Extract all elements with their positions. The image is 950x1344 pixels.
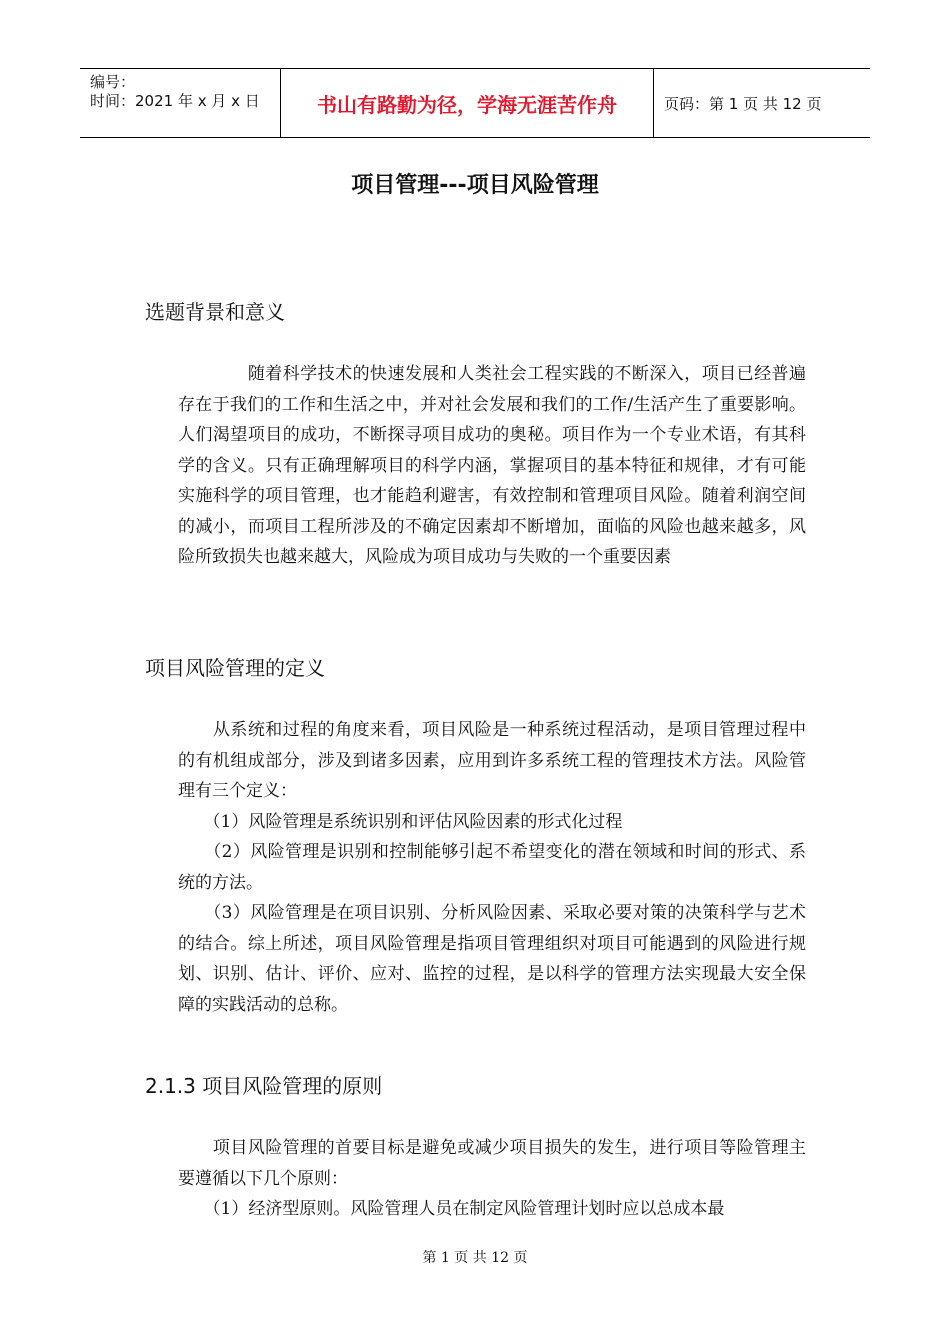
section-paragraph-principles xyxy=(178,1133,806,1225)
header-page-info: 页码：第 1 页 共 12 页 xyxy=(664,94,822,113)
document-time-label: 时间：2021 年 x 月 x 日 xyxy=(90,92,260,110)
section-paragraph-definition xyxy=(178,715,806,1020)
section-paragraph-background xyxy=(178,359,806,573)
paragraph-text: 从系统和过程的角度来看，项目风险是一种系统过程活动，是项目管理过程中的有机组成部分，涉及到诸多因素，应用到许多系统工程的管理技术方法。风险管理有三个定义： xyxy=(178,720,806,801)
section-heading-definition: 项目风险管理的定义 xyxy=(145,656,325,680)
paragraph-text: （2）风险管理是识别和控制能够引起不希望变化的潜在领域和时间的形式、系统的方法。 xyxy=(178,842,806,893)
paragraph-text: （1）经济型原则。风险管理人员在制定风险管理计划时应以总成本最 xyxy=(178,1199,725,1219)
paragraph-text: 随着科学技术的快速发展和人类社会工程实践的不断深入，项目已经普遍存在于我们的工作和生活之中，并对社会发展和我们的工作/生活产生了重要影响。人们渴望项目的成功，不断探寻项目成功的奥秘。项目作为一个专业术语，有其科学的含义。只有正确理解项目的科学内涵，掌握项目的基本特征和规律，才有可能实施科学的项目管理，也才能趋利避害，有效控制和管理项目风险。随着利润空间的减小，而项目工程所涉及的不确定因素却不断增加，面临的风险也越来越多，风险所致损失也越来越大，风险成为项目成功与失败的一个重要因素 xyxy=(178,364,806,567)
document-title: 项目管理---项目风险管理 xyxy=(351,173,599,198)
section-heading-background: 选题背景和意义 xyxy=(145,300,285,324)
section-heading-principles: 2.1.3 项目风险管理的原则 xyxy=(145,1074,383,1098)
paragraph-text: （1）风险管理是系统识别和评估风险因素的形式化过程 xyxy=(178,811,623,832)
header-motto: 书山有路勤为径，学海无涯苦作舟 xyxy=(281,69,654,137)
paragraph-text: 项目风险管理的首要目标是避免或减少项目损失的发生，进行项目等险管理主要遵循以下几个原则： xyxy=(178,1138,806,1189)
page-footer: 第 1 页 共 12 页 xyxy=(422,1250,528,1266)
header-meta xyxy=(80,69,281,137)
paragraph-text: （3）风险管理是在项目识别、分析风险因素、采取必要对策的决策科学与艺术的结合。综上所述，项目风险管理是指项目管理组织对项目可能遇到的风险进行规划、识别、估计、评价、应对、监控的过程，是以科学的管理方法实现最大安全保障的实践活动的总称。 xyxy=(178,903,806,1015)
page-header xyxy=(80,68,870,138)
document-number-label: 编号： xyxy=(90,73,136,91)
